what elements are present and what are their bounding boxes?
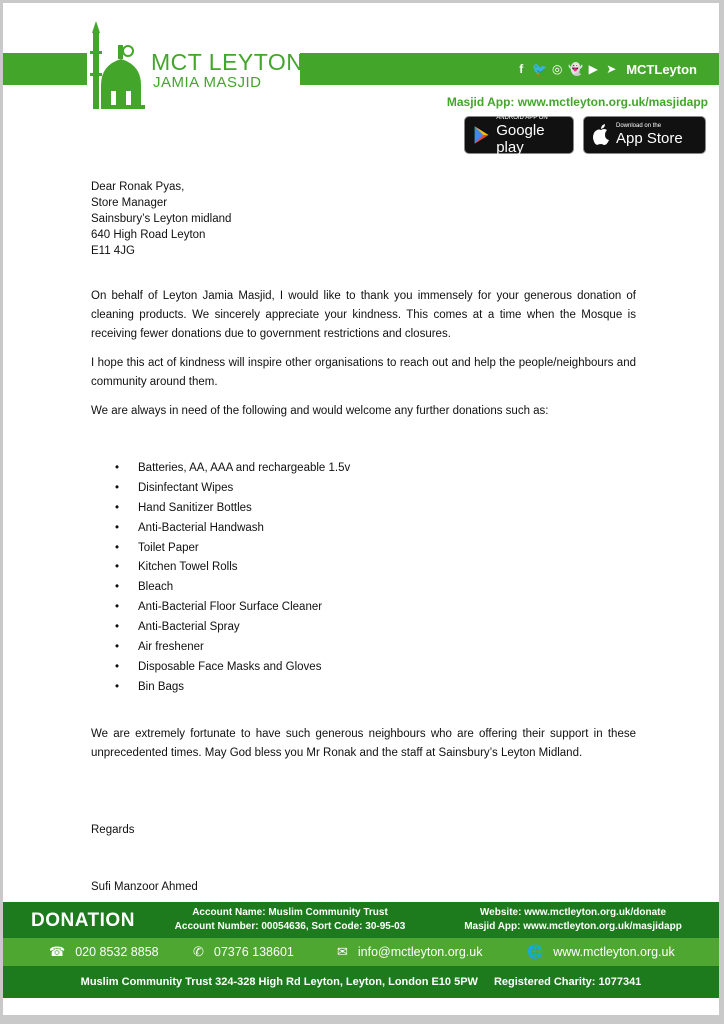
email-icon: ✉ <box>337 944 348 959</box>
logo-title: MCT LEYTON <box>151 49 304 75</box>
list-item: • Bleach <box>113 578 350 598</box>
list-item: • Anti-Bacterial Floor Surface Cleaner <box>113 598 350 618</box>
whatsapp-icon: ✆ <box>193 944 204 959</box>
apple-icon <box>592 124 610 146</box>
list-item: • Bin Bags <box>113 678 350 698</box>
list-item: • Disposable Face Masks and Gloves <box>113 658 350 678</box>
footer-donation-bar <box>3 902 719 938</box>
charity-number: Registered Charity: 1077341 <box>493 976 642 988</box>
app-store-small-text: Download on the <box>616 123 662 129</box>
donation-heading: DONATION <box>31 910 135 931</box>
letter-page <box>3 3 719 1015</box>
masjid-app-link[interactable]: Masjid App: www.mctleyton.org.uk/masjidapp <box>446 95 708 109</box>
mct-logo <box>87 21 304 111</box>
app-store-button[interactable] <box>583 116 706 154</box>
address-line: Store Manager <box>91 197 168 209</box>
web-address: www.mctleyton.org.uk <box>553 945 675 959</box>
globe-icon: 🌐 <box>527 944 544 959</box>
email-address: info@mctleyton.org.uk <box>357 945 483 959</box>
contact-whatsapp[interactable] <box>193 938 294 966</box>
letter-body <box>91 179 636 893</box>
google-play-small-text: ANDROID APP ON <box>496 114 548 121</box>
mosque-icon <box>87 21 149 111</box>
account-number: Account Number: 00054636, Sort Code: 30-95-03 <box>174 921 406 932</box>
list-item: • Air freshener <box>113 638 350 658</box>
list-item: • Batteries, AA, AAA and rechargeable 1.5v <box>113 459 350 479</box>
list-item: • Disinfectant Wipes <box>113 479 350 499</box>
facebook-icon[interactable]: f <box>519 62 524 76</box>
contact-email[interactable] <box>337 938 482 966</box>
address-line: Sainsbury’s Leyton midland <box>91 213 232 225</box>
address-line: Dear Ronak Pyas, <box>91 181 185 193</box>
phone-number: 020 8532 8858 <box>75 945 159 959</box>
donation-items-list <box>113 459 350 698</box>
whatsapp-number: 07376 138601 <box>213 945 294 959</box>
play-icon <box>473 124 490 146</box>
header-bar-left <box>3 53 93 85</box>
footer-contact-bar <box>3 938 719 966</box>
social-handle[interactable]: MCTLeyton <box>626 61 697 77</box>
list-item: • Anti-Bacterial Spray <box>113 618 350 638</box>
contact-web[interactable] <box>527 938 675 966</box>
paragraph-inspire: I hope this act of kindness will inspire other organisations to reach out and help the people/neighbours and community around them. <box>91 357 636 388</box>
snapchat-icon[interactable]: 👻 <box>568 62 584 76</box>
donation-links <box>438 906 708 934</box>
phone-icon: ☎ <box>49 944 66 959</box>
recipient-address <box>91 179 636 259</box>
footer-masjid-app[interactable]: Masjid App: www.mctleyton.org.uk/masjidapp <box>464 921 682 932</box>
list-item: • Hand Sanitizer Bottles <box>113 499 350 519</box>
social-links <box>514 53 697 85</box>
signature-name: Sufi Manzoor Ahmed <box>91 881 198 893</box>
google-play-label: Google play <box>496 121 545 156</box>
paragraph-needs: We are always in need of the following and would welcome any further donations such as: <box>91 405 549 417</box>
contact-phone[interactable] <box>49 938 159 966</box>
logo-subtitle: JAMIA MASJID <box>153 74 262 91</box>
twitter-icon[interactable]: 🐦 <box>532 62 548 76</box>
account-details <box>170 906 410 934</box>
paragraph-closing: We are extremely fortunate to have such generous neighbours who are offering their support in these unprecedented times. May God bless you Mr Ronak and the staff at Sainsbury’s Leyton Midland. <box>91 728 636 759</box>
account-name: Account Name: Muslim Community Trust <box>192 907 388 918</box>
list-item: • Kitchen Towel Rolls <box>113 558 350 578</box>
trust-address: Muslim Community Trust 324-328 High Rd Leyton, Leyton, London E10 5PW <box>80 976 478 988</box>
address-line: E11 4JG <box>91 245 135 257</box>
list-item: • Toilet Paper <box>113 539 350 559</box>
telegram-icon[interactable]: ➤ <box>606 62 617 76</box>
google-play-button[interactable] <box>464 116 574 154</box>
regards-text: Regards <box>91 824 135 836</box>
paragraph-thanks: On behalf of Leyton Jamia Masjid, I would like to thank you immensely for your generous donation of cleaning products. We sincerely appreciate your kindness. This comes at a time when the Mosque is receiving fewer donations due to government restrictions and closures. <box>91 290 636 340</box>
list-item: • Anti-Bacterial Handwash <box>113 519 350 539</box>
instagram-icon[interactable]: ◎ <box>551 62 563 76</box>
donate-website[interactable]: Website: www.mctleyton.org.uk/donate <box>479 907 667 918</box>
footer-address-bar <box>3 966 719 998</box>
address-line: 640 High Road Leyton <box>91 229 206 241</box>
youtube-icon[interactable]: ▶ <box>588 62 598 76</box>
app-store-label: App Store <box>616 130 683 147</box>
